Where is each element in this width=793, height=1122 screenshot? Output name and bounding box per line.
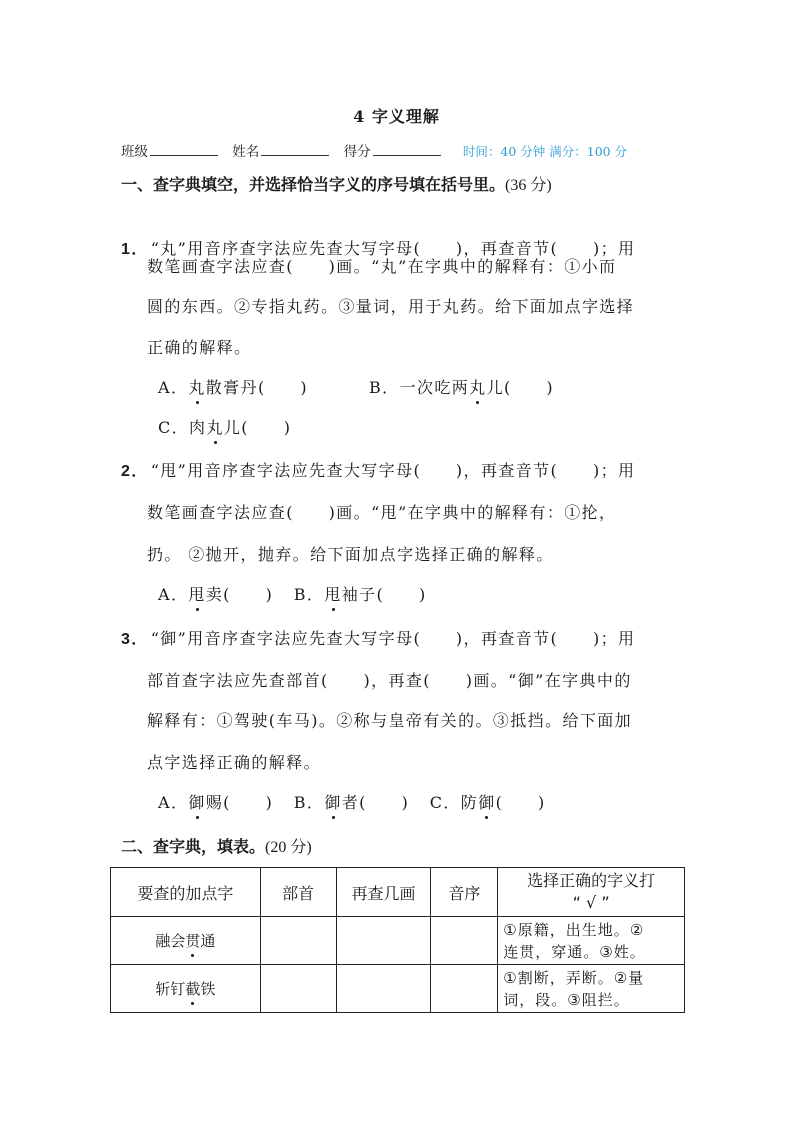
q1-line-3 xyxy=(147,294,634,317)
row1-radical-cell[interactable] xyxy=(260,917,336,965)
q1-option-b-label: B． xyxy=(369,378,400,397)
row2-phonetic-cell[interactable] xyxy=(431,965,498,1013)
q3-line-2 xyxy=(147,668,632,691)
section-two-heading xyxy=(121,834,312,857)
q3-line-4 xyxy=(147,750,321,773)
q3-options xyxy=(158,790,546,813)
q1-option-a xyxy=(158,375,308,398)
row1-idiom xyxy=(111,917,261,965)
header-meaning-line1: 选择正确的字义打 xyxy=(527,871,656,890)
score-blank[interactable] xyxy=(373,143,441,156)
q1-option-b-text[interactable]: 儿( ) xyxy=(486,378,555,397)
q3-text-3: 解释有：①驾驶(车马)。②称与皇帝有关的。③抵挡。给下面加 xyxy=(147,711,633,730)
header-radical: 部首 xyxy=(260,868,336,917)
q3-option-c-label: C． xyxy=(429,793,461,812)
row2-meanings[interactable] xyxy=(498,965,685,1013)
q1-text-1: “丸”用音序查字法应先查大写字母( )，再查音节( )；用 xyxy=(150,239,636,258)
dictionary-table xyxy=(110,867,685,1013)
q3-text-1: “御”用音序查字法应先查大写字母( )，再查音节( )；用 xyxy=(150,629,636,648)
q2-text-1: “甩”用音序查字法应先查大写字母( )，再查音节( )；用 xyxy=(150,461,636,480)
section-two-text: 二、查字典，填表。 xyxy=(121,837,266,856)
q1-option-c-dotted-char: 丸 xyxy=(206,415,223,438)
q2-number: 2． xyxy=(121,463,149,480)
q1-line-4 xyxy=(147,335,251,358)
q3-option-a-text[interactable]: 赐( ) xyxy=(205,793,274,812)
q3-option-c-text[interactable]: ( ) xyxy=(495,793,546,812)
name-blank[interactable] xyxy=(261,143,329,156)
table-row xyxy=(111,965,685,1013)
q3-text-2: 部首查字法应先查部首( )，再查( )画。“御”在字典中的 xyxy=(147,671,632,690)
header-meaning-line2: “ √ ” xyxy=(572,893,610,912)
table-header-row xyxy=(111,868,685,917)
q1-option-b-pre: 一次吃两 xyxy=(399,378,470,397)
q1-option-c xyxy=(158,415,291,438)
row1-phonetic-cell[interactable] xyxy=(431,917,498,965)
q1-line-2 xyxy=(147,254,616,277)
q2-option-b-dotted-char: 甩 xyxy=(324,582,341,605)
q3-line-1 xyxy=(121,626,635,649)
q2-option-a-dotted-char: 甩 xyxy=(188,582,205,605)
q1-option-c-pre: 肉 xyxy=(189,418,207,437)
section-one-score: (36 分) xyxy=(505,177,552,194)
q3-line-3 xyxy=(147,708,632,731)
q3-text-4: 点字选择正确的解释。 xyxy=(147,753,322,772)
q2-option-a-label: A． xyxy=(158,585,189,604)
q3-number: 3． xyxy=(121,631,149,648)
q1-number: 1． xyxy=(121,241,149,258)
row1-strokes-cell[interactable] xyxy=(336,917,431,965)
q2-line-2 xyxy=(147,500,616,523)
table-row xyxy=(111,917,685,965)
q1-option-c-label: C． xyxy=(158,418,190,437)
row1-dotted-char: 贯 xyxy=(185,932,201,950)
row1-meaning-line2: 连贯，穿通。③姓。 xyxy=(503,942,646,961)
class-label: 班级 xyxy=(121,144,148,160)
q1-option-b xyxy=(369,375,554,398)
q1-text-3: 圆的东西。②专指丸药。③量词，用于丸药。给下面加点字选择 xyxy=(147,297,635,316)
row2-meaning-line2: 词，段。③阻拦。 xyxy=(503,990,630,1009)
section-one-text: 一、查字典填空，并选择恰当字义的序号填在括号里。 xyxy=(121,175,506,194)
row1-meaning-line1: ①原籍，出生地。② xyxy=(503,920,645,939)
q3-option-b-text[interactable]: 者( ) xyxy=(341,793,410,812)
row2-idiom-pre: 斩钉 xyxy=(155,980,186,998)
q2-line-1 xyxy=(121,458,635,481)
q3-option-c-pre: 防 xyxy=(460,793,479,812)
q3-option-b-label: B． xyxy=(293,793,325,812)
row2-dotted-char: 截 xyxy=(185,980,201,998)
q1-option-b-dotted-char: 丸 xyxy=(469,375,486,398)
row2-strokes-cell[interactable] xyxy=(336,965,431,1013)
row2-meaning-line1: ①割断，弄断。②量 xyxy=(503,968,645,987)
q1-text-2: 数笔画查字法应查( )画。“丸”在字典中的解释有：①小而 xyxy=(147,257,617,276)
score-label: 得分 xyxy=(343,144,371,160)
q2-text-2: 数笔画查字法应查( )画。“甩”在字典中的解释有：①抡， xyxy=(147,503,617,522)
time-and-total-score: 时间：40 分钟 满分：100 分 xyxy=(462,144,628,159)
section-one-heading xyxy=(121,172,552,195)
section-two-score: (20 分) xyxy=(265,839,312,856)
row1-idiom-pre: 融会 xyxy=(155,932,186,950)
q1-option-c-text[interactable]: 儿( ) xyxy=(223,418,292,437)
header-strokes: 再查几画 xyxy=(336,868,431,917)
q2-text-3: 扔。 ②抛开，抛弃。给下面加点字选择正确的解释。 xyxy=(147,545,554,564)
q2-line-3 xyxy=(147,542,554,565)
q3-option-b-dotted-char: 御 xyxy=(324,790,341,813)
q2-options xyxy=(158,582,427,605)
q2-option-a-text[interactable]: 卖( ) xyxy=(205,585,274,604)
q1-option-a-label: A． xyxy=(158,378,189,397)
header-phonetic-order: 音序 xyxy=(431,868,498,917)
row1-idiom-post: 通 xyxy=(200,932,216,950)
q3-option-a-label: A． xyxy=(158,793,189,812)
header-meaning xyxy=(498,868,685,917)
header-char: 要查的加点字 xyxy=(111,868,261,917)
row1-meanings[interactable] xyxy=(498,917,685,965)
class-blank[interactable] xyxy=(150,143,218,156)
q3-option-c-dotted-char: 御 xyxy=(478,790,495,813)
q1-text-4: 正确的解释。 xyxy=(147,338,252,357)
row2-idiom-post: 铁 xyxy=(200,980,216,998)
row2-radical-cell[interactable] xyxy=(260,965,336,1013)
q3-option-a-dotted-char: 御 xyxy=(188,790,205,813)
q2-option-b-label: B． xyxy=(293,585,325,604)
row2-idiom xyxy=(111,965,261,1013)
page-title: 4 字义理解 xyxy=(353,107,440,126)
q1-option-a-text[interactable]: 散膏丹( ) xyxy=(205,378,309,397)
name-label: 姓名 xyxy=(232,144,260,160)
q2-option-b-text[interactable]: 袖子( ) xyxy=(341,585,427,604)
q1-option-a-dotted-char: 丸 xyxy=(188,375,205,398)
student-info-row xyxy=(121,140,627,160)
